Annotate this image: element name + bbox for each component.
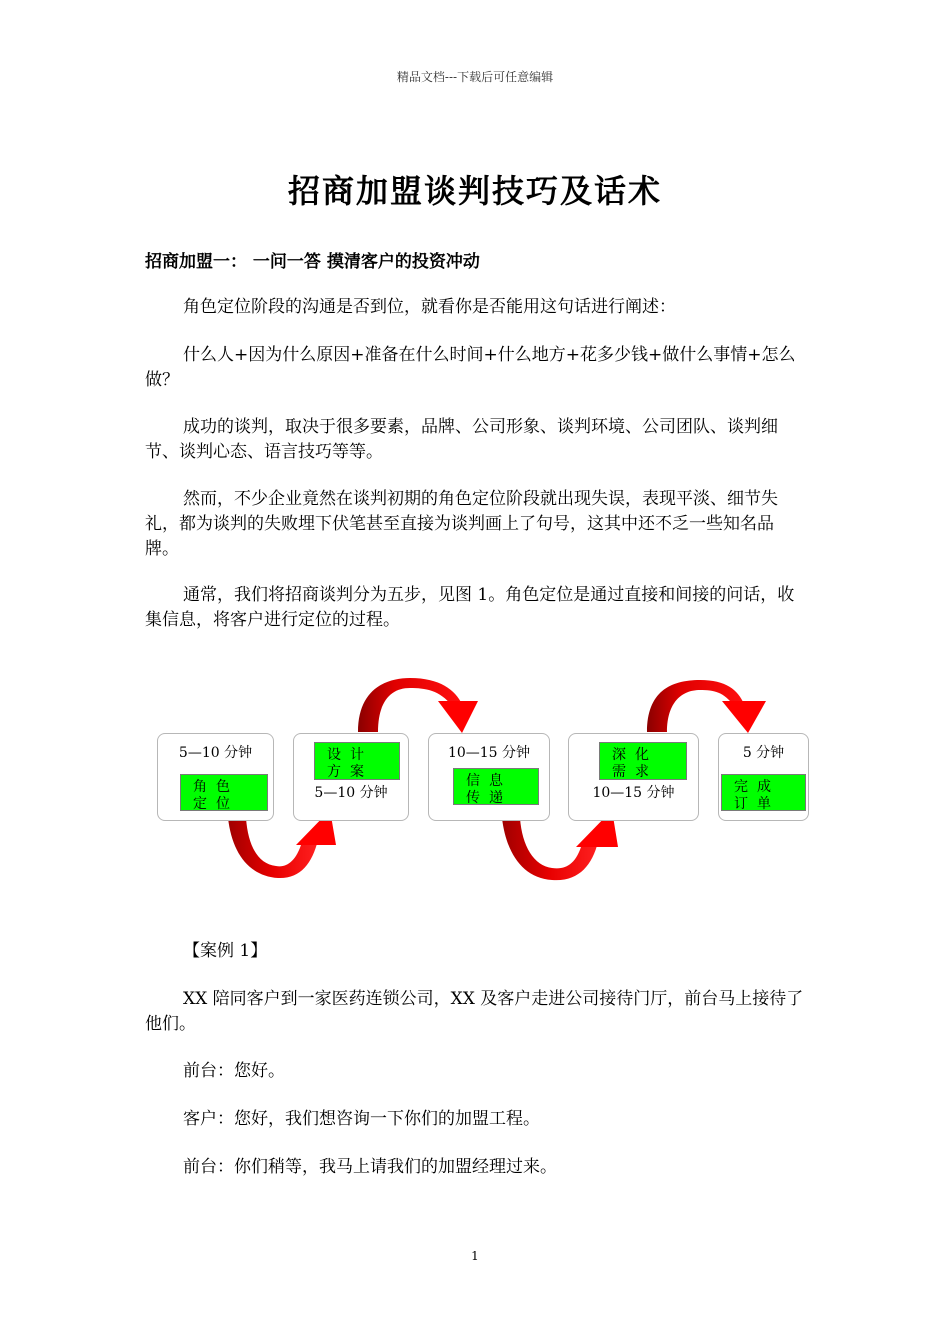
stage-time: 10—15 分钟 [447, 745, 531, 761]
stage-label-tag: 完成订单 [721, 774, 806, 811]
paragraph-3: 成功的谈判，取决于很多要素，品牌、公司形象、谈判环境、公司团队、谈判细节、谈判心态、语言技巧等等。 [145, 417, 778, 462]
paragraph-4: 然而，不少企业竟然在谈判初期的角色定位阶段就出现失误，表现平淡、细节失礼，都为谈判的失败埋下伏笔甚至直接为谈判画上了句号，这其中还不乏一些知名品牌。 [145, 489, 778, 559]
flow-stage-deepen-needs [568, 733, 699, 821]
document-title: 招商加盟谈判技巧及话术 [287, 172, 662, 210]
page-number: 1 [471, 1249, 479, 1263]
paragraph-5: 通常，我们将招商谈判分为五步，见图 1。角色定位是通过直接和间接的问话，收集信息，将客户进行定位的过程。 [145, 585, 795, 630]
stage-label-tag: 深化需求 [599, 742, 687, 780]
paragraph-1: 角色定位阶段的沟通是否到位，就看你是否能用这句话进行阐述： [183, 297, 676, 317]
flow-stage-role-positioning [157, 733, 274, 821]
stage-label-tag: 角色定位 [180, 774, 268, 811]
stage-time: 5—10 分钟 [314, 785, 388, 801]
stage-label-tag: 信息传递 [453, 768, 539, 805]
curved-arrow-top-2 [647, 680, 766, 733]
case-paragraph-3: 客户：您好，我们想咨询一下你们的加盟工程。 [183, 1109, 540, 1129]
stage-time: 5 分钟 [742, 745, 785, 761]
flow-stage-info-delivery [428, 733, 550, 821]
stage-time: 10—15 分钟 [592, 785, 675, 801]
stage-time: 5—10 分钟 [178, 745, 253, 761]
case-paragraph-2: 前台：您好。 [183, 1061, 285, 1081]
paragraph-2: 什么人+因为什么原因+准备在什么时间+什么地方+花多少钱+做什么事情+怎么做？ [145, 345, 796, 390]
flow-stage-complete-order [718, 733, 809, 821]
case-paragraph-4: 前台：你们稍等，我马上请我们的加盟经理过来。 [183, 1157, 557, 1177]
section-heading: 招商加盟一： 一问一答 摸清客户的投资冲动 [145, 252, 480, 272]
stage-label-tag: 设计方案 [314, 742, 400, 780]
case-paragraph-1: XX 陪同客户到一家医药连锁公司，XX 及客户走进公司接待门厅，前台马上接待了他们。 [145, 989, 804, 1034]
flow-stage-design-plan [293, 733, 409, 821]
header-note: 精品文档---下载后可任意编辑 [396, 70, 554, 84]
case-label: 【案例 1】 [183, 941, 268, 961]
curved-arrow-top-1 [358, 678, 478, 733]
